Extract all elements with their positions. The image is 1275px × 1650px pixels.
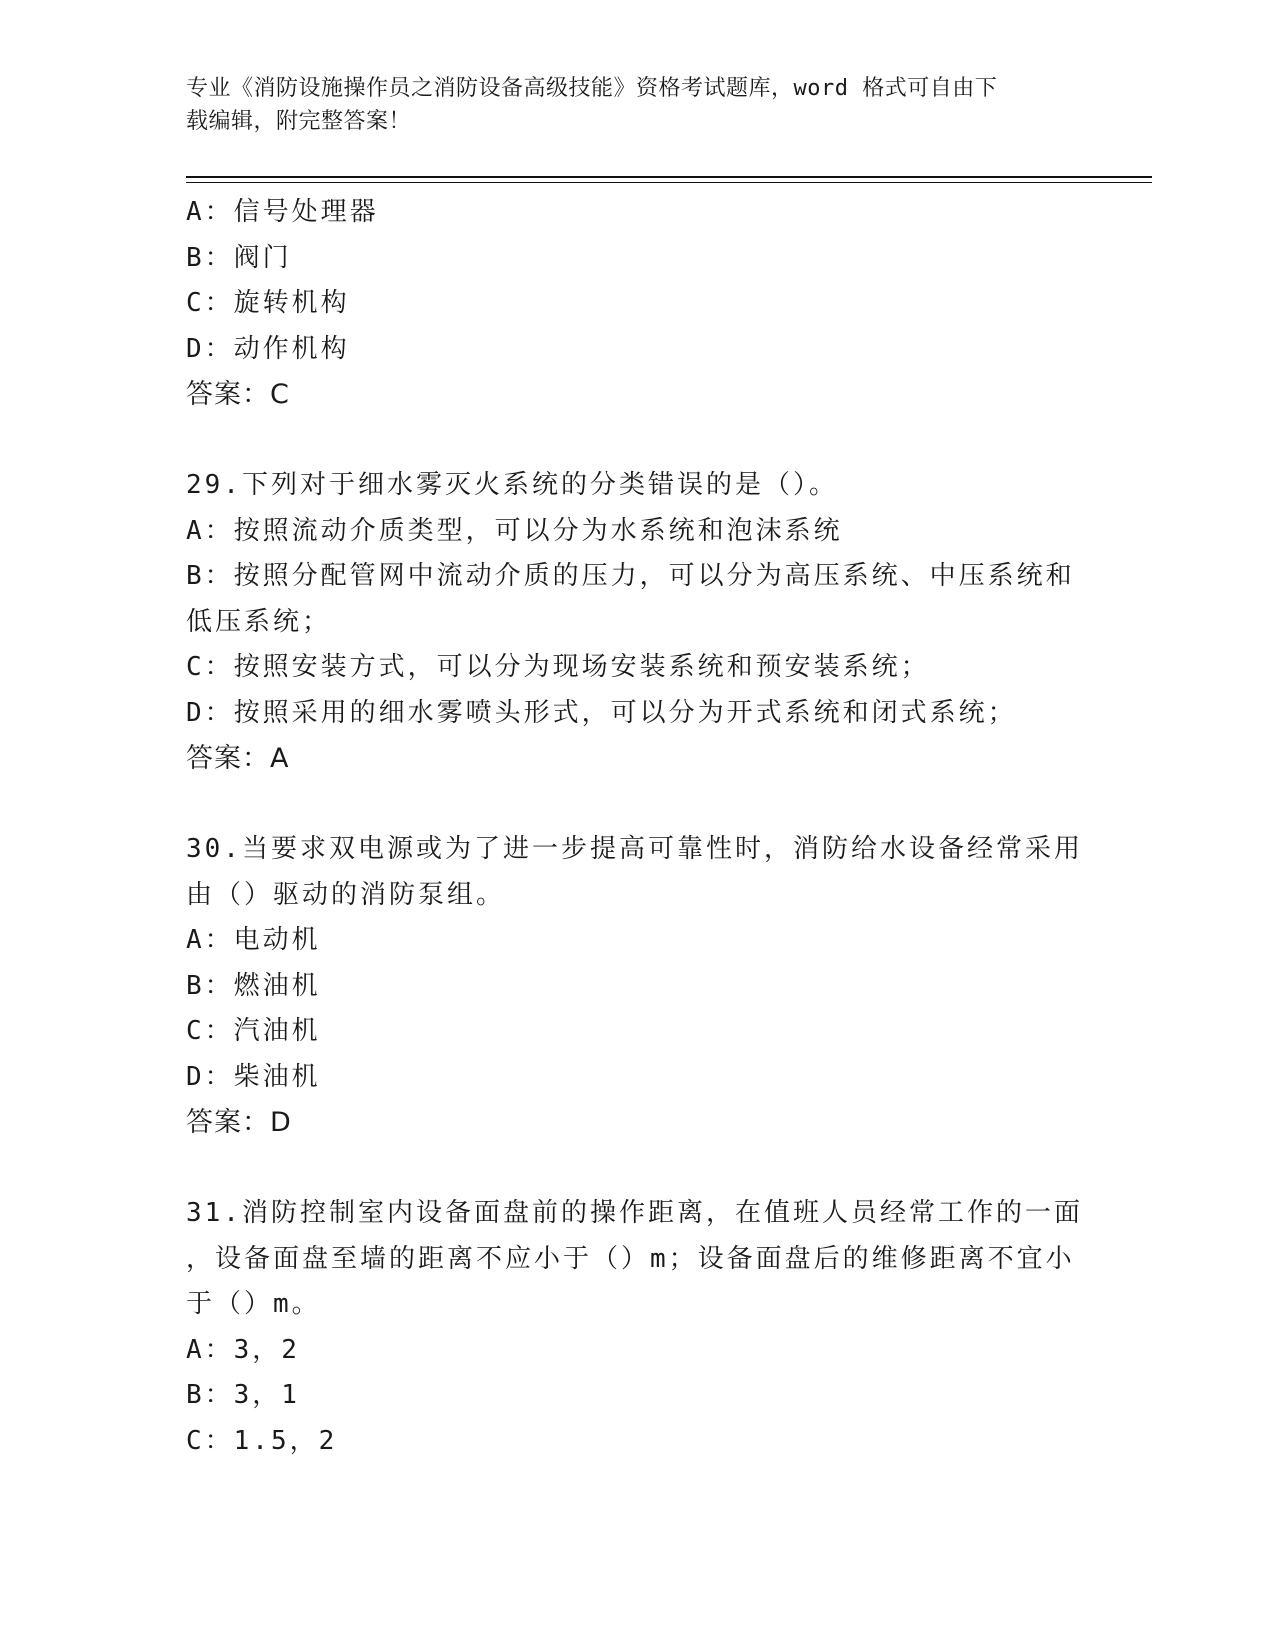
question-text-line-2: 由（）驱动的消防泵组。: [186, 879, 506, 910]
option-a: A：电动机: [186, 925, 321, 955]
option-c: C：1.5，2: [186, 1425, 338, 1456]
option-a: A：信号处理器: [186, 197, 379, 227]
option-d: D：按照采用的细水雾喷头形式，可以分为开式系统和闭式系统；: [186, 697, 1017, 728]
question-text-line-1: 31.消防控制室内设备面盘前的操作距离，在值班人员经常工作的一面: [186, 1198, 1083, 1228]
option-c: C：旋转机构: [186, 288, 350, 318]
option-b: B：燃油机: [186, 970, 321, 1001]
option-c: C：按照安装方式，可以分为现场安装系统和预安装系统；: [186, 652, 930, 682]
option-d: D：柴油机: [186, 1061, 321, 1092]
answer: 答案：C: [186, 379, 290, 410]
option-c: C：汽油机: [186, 1016, 321, 1046]
document-header: [186, 72, 1066, 138]
header-line-2: 载编辑，附完整答案！: [186, 109, 412, 134]
question-30: [186, 827, 1086, 1146]
answer: 答案：A: [186, 743, 290, 774]
question-31: [186, 1191, 1086, 1464]
question-text-line-1: 30.当要求双电源或为了进一步提高可靠性时，消防给水设备经常采用: [186, 834, 1083, 864]
question-text-line-2: ，设备面盘至墙的距离不应小于（）m；设备面盘后的维修距离不宜小: [186, 1243, 1075, 1274]
question-text-line-3: 于（）m。: [186, 1289, 321, 1319]
option-a: A：按照流动介质类型，可以分为水系统和泡沫系统: [186, 515, 843, 546]
question-28: [186, 190, 1086, 418]
option-a: A：3，2: [186, 1334, 300, 1365]
header-line-1: 专业《消防设施操作员之消防设备高级技能》资格考试题库，word 格式可自由下: [186, 76, 998, 101]
option-b: B：3，1: [186, 1380, 300, 1410]
option-b: B：按照分配管网中流动介质的压力，可以分为高压系统、中压系统和: [186, 561, 1075, 591]
option-b: B：阀门: [186, 242, 292, 273]
header-rule-thick: [186, 176, 1152, 178]
answer: 答案：D: [186, 1107, 292, 1138]
option-d: D：动作机构: [186, 333, 350, 364]
header-rule-thin: [186, 182, 1152, 183]
option-b-continued: 低压系统；: [186, 606, 332, 637]
question-29: [186, 463, 1086, 782]
document-body: [186, 190, 1086, 1464]
question-text: 29.下列对于细水雾灭火系统的分类错误的是（）。: [186, 470, 838, 500]
